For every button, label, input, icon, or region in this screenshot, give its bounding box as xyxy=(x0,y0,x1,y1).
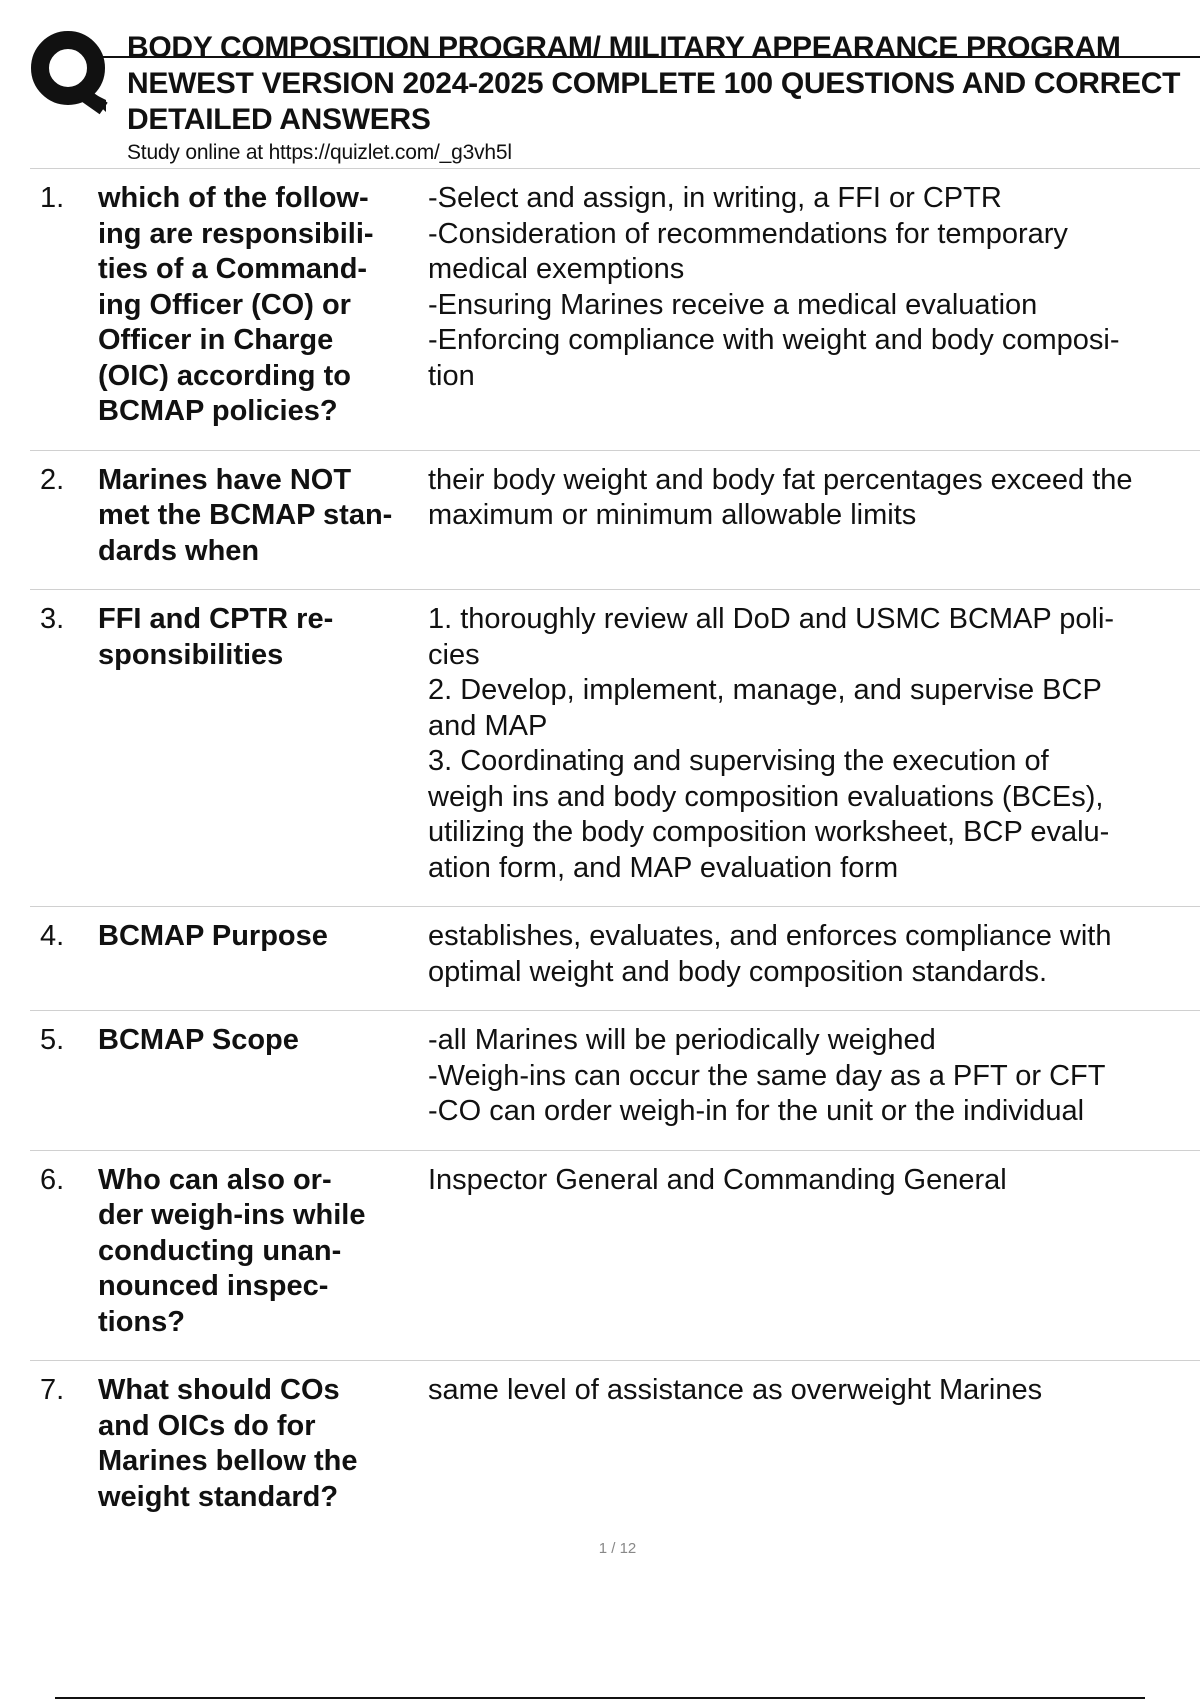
qa-number: 3. xyxy=(40,603,65,635)
qa-term: What should COs and OICs do for Marines bellow the weight standard? xyxy=(98,1374,358,1513)
qa-definition: -Select and assign, in writing, a FFI or CPTR -Consideration of recommendations for temporary medical exemptions -Ensuring Marines receive a medical evaluation -Enforcing compliance with weight and body composi- tion xyxy=(428,182,1120,392)
qa-number: 1. xyxy=(40,182,65,214)
qa-item-1 xyxy=(30,169,1200,451)
quizlet-logo-icon xyxy=(30,30,110,115)
qa-item-4 xyxy=(30,907,1200,1011)
qa-item-3 xyxy=(30,590,1200,907)
footer-rule xyxy=(55,1697,1145,1699)
qa-item-5 xyxy=(30,1011,1200,1151)
qa-definition: Inspector General and Commanding General xyxy=(428,1163,1007,1196)
qa-item-6 xyxy=(30,1151,1200,1362)
qa-definition: 1. thoroughly review all DoD and USMC BCMAP poli- cies 2. Develop, implement, manage, and supervise BCP and MAP 3. Coordinating and supervising the execution of weigh ins and body composition evaluations (BCEs), utilizing the body composition worksheet, BCP evalu- ation form, and MAP evaluation form xyxy=(428,603,1115,884)
qa-definition: establishes, evaluates, and enforces compliance with optimal weight and body composition standards. xyxy=(428,920,1112,988)
qa-term: FFI and CPTR re- sponsibilities xyxy=(98,603,334,671)
qa-definition: -all Marines will be periodically weighed -Weigh-ins can occur the same day as a PFT or CFT -CO can order weigh-in for the unit or the individual xyxy=(428,1024,1106,1127)
qa-definition: same level of assistance as overweight Marines xyxy=(428,1374,1043,1406)
qa-definition: their body weight and body fat percentages exceed the maximum or minimum allowable limits xyxy=(428,463,1133,531)
qa-list xyxy=(30,169,1200,1535)
qa-number: 6. xyxy=(40,1163,65,1196)
document-title-line-2: NEWEST VERSION 2024-2025 COMPLETE 100 QUESTIONS AND CORRECT xyxy=(127,67,1181,100)
qa-term: BCMAP Scope xyxy=(98,1024,299,1056)
qa-item-2 xyxy=(30,451,1200,591)
qa-number: 4. xyxy=(40,920,65,952)
document-title-line-3: DETAILED ANSWERS xyxy=(127,103,431,136)
qa-term: Who can also or- der weigh-ins while conducting unan- nounced inspec- tions? xyxy=(98,1163,366,1338)
qa-item-7 xyxy=(30,1361,1200,1535)
document-header xyxy=(127,30,1200,166)
study-online-link[interactable]: Study online at https://quizlet.com/_g3vh5l xyxy=(127,141,512,164)
qa-number: 7. xyxy=(40,1374,65,1406)
qa-number: 2. xyxy=(40,463,65,496)
document-title-line-1: BODY COMPOSITION PROGRAM/ MILITARY APPEARANCE PROGRAM xyxy=(127,31,1121,64)
qa-term: which of the follow- ing are responsibili- ties of a Command- ing Officer (CO) or Officer in Charge (OIC) according to BCMAP policies? xyxy=(98,182,374,427)
qa-number: 5. xyxy=(40,1024,65,1056)
qa-term: BCMAP Purpose xyxy=(98,920,328,952)
qa-term: Marines have NOT met the BCMAP stan- dards when xyxy=(98,463,393,567)
page-number: 1 / 12 xyxy=(598,1540,637,1557)
